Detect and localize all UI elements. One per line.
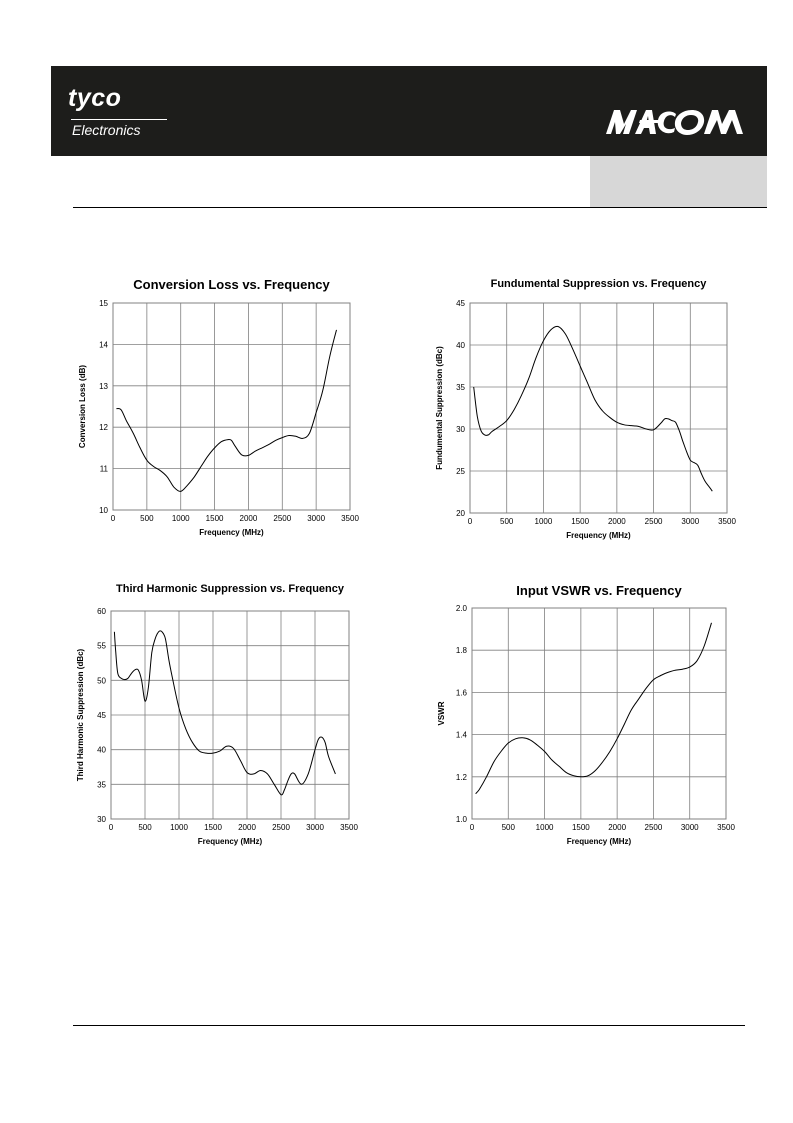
x-tick-label: 3500	[718, 517, 736, 526]
y-tick-label: 50	[97, 676, 106, 686]
x-tick-label: 2000	[239, 514, 258, 523]
brand-logo: tyco	[68, 84, 122, 112]
x-tick-label: 1500	[571, 517, 590, 526]
x-tick-label: 3000	[307, 514, 326, 523]
x-tick-label: 500	[500, 517, 514, 526]
x-tick-label: 3500	[340, 823, 358, 832]
y-tick-label: 14	[99, 340, 108, 350]
x-axis-label: Frequency (MHz)	[197, 837, 263, 846]
x-tick-label: 2500	[273, 514, 292, 523]
y-tick-label: 30	[456, 425, 465, 434]
y-tick-label: 2.0	[455, 604, 467, 613]
x-tick-label: 2000	[238, 823, 256, 832]
y-tick-label: 40	[97, 745, 106, 755]
partner-logo	[604, 104, 746, 140]
x-tick-label: 2500	[644, 517, 663, 526]
y-axis-label: Third Harmonic Suppression (dBc)	[76, 648, 85, 782]
x-tick-label: 0	[110, 514, 116, 523]
chart-title: Fundumental Suppression vs. Frequency	[490, 278, 707, 290]
x-tick-label: 1500	[204, 823, 222, 832]
plot-area	[113, 303, 350, 510]
y-tick-label: 1.0	[455, 815, 467, 824]
x-tick-label: 1000	[534, 517, 553, 526]
y-tick-label: 15	[99, 299, 108, 308]
y-tick-label: 1.6	[455, 688, 467, 698]
y-axis-label: Conversion Loss (dB)	[78, 364, 87, 449]
input-vswr-chart	[435, 578, 740, 863]
y-tick-label: 1.8	[455, 646, 467, 656]
y-tick-label: 1.4	[455, 730, 467, 740]
logo-m	[606, 110, 637, 134]
x-axis-label: Frequency (MHz)	[199, 528, 264, 537]
y-tick-label: 13	[99, 381, 108, 391]
y-tick-label: 12	[99, 423, 108, 433]
third-harmonic-chart	[75, 578, 375, 863]
y-tick-label: 60	[97, 607, 106, 616]
fundamental-suppression-chart	[435, 270, 740, 555]
brand-subtitle: Electronics	[72, 122, 141, 138]
y-tick-label: 11	[99, 464, 108, 474]
x-tick-label: 1000	[171, 514, 190, 523]
y-tick-label: 30	[97, 815, 106, 824]
header-grey-tab	[590, 156, 767, 208]
x-tick-label: 3000	[306, 823, 324, 832]
x-tick-label: 1500	[571, 823, 590, 832]
x-tick-label: 500	[501, 823, 515, 832]
footer-rule	[73, 1025, 745, 1026]
logo-c	[658, 112, 676, 134]
x-tick-label: 1500	[205, 514, 224, 523]
plot-area	[470, 303, 727, 513]
chart-title: Input VSWR vs. Frequency	[516, 583, 682, 598]
y-tick-label: 25	[456, 467, 465, 476]
y-tick-label: 35	[456, 383, 465, 392]
brand-logo-rule	[71, 119, 167, 120]
x-tick-label: 500	[140, 514, 154, 523]
y-tick-label: 45	[97, 711, 106, 720]
x-tick-label: 2500	[644, 823, 663, 832]
x-tick-label: 3000	[681, 517, 700, 526]
conversion-loss-chart	[75, 270, 375, 555]
x-tick-label: 500	[138, 823, 152, 832]
x-axis-label: Frequency (MHz)	[566, 531, 631, 540]
chart-title: Conversion Loss vs. Frequency	[133, 277, 330, 292]
x-tick-label: 2000	[608, 823, 627, 832]
x-tick-label: 2500	[272, 823, 290, 832]
chart-title: Third Harmonic Suppression vs. Frequency	[116, 583, 344, 595]
y-tick-label: 55	[97, 641, 106, 651]
y-tick-label: 40	[456, 341, 465, 350]
x-tick-label: 0	[108, 823, 114, 832]
y-axis-label: VSWR	[437, 701, 446, 726]
y-tick-label: 45	[456, 299, 465, 308]
x-tick-label: 0	[467, 517, 473, 526]
plot-area	[472, 608, 726, 819]
y-tick-label: 1.2	[455, 772, 467, 782]
header-rule	[73, 207, 767, 208]
x-tick-label: 0	[469, 823, 475, 832]
logo-dash	[639, 120, 660, 123]
logo-m2	[704, 110, 743, 134]
x-tick-label: 1000	[170, 823, 188, 832]
x-tick-label: 1000	[535, 823, 554, 832]
x-tick-label: 2000	[607, 517, 626, 526]
x-tick-label: 3000	[680, 823, 699, 832]
y-tick-label: 10	[99, 506, 108, 515]
x-axis-label: Frequency (MHz)	[566, 837, 632, 846]
x-tick-label: 3500	[717, 823, 735, 832]
y-tick-label: 35	[97, 780, 106, 790]
y-tick-label: 20	[456, 509, 465, 518]
x-tick-label: 3500	[341, 514, 359, 523]
logo-o	[675, 110, 704, 135]
y-axis-label: Fundumental Suppression (dBc)	[435, 346, 444, 470]
